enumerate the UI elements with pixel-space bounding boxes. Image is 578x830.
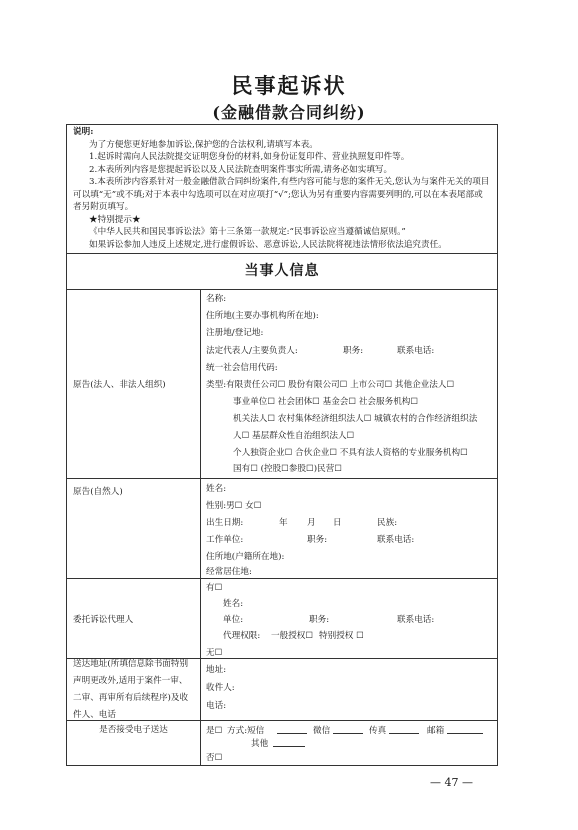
person-residence-field[interactable]: 经常居住地:: [206, 567, 252, 577]
plaintiff-natural-fields: [201, 479, 497, 578]
agent-label-text: 委托诉讼代理人: [73, 614, 134, 625]
sms-blank[interactable]: [277, 733, 307, 734]
service-address-field[interactable]: 地址:: [206, 665, 227, 675]
person-position-field[interactable]: 职务:: [307, 535, 328, 545]
instructions-intro: 为了方便您更好地参加诉讼,保护您的合法权利,请填写本表。: [89, 139, 318, 150]
agent-label: [67, 579, 201, 658]
entity-type-line-4[interactable]: 人☐ 基层群众性自治组织法人☐: [233, 431, 355, 441]
agent-authority-label: 代理权限:: [223, 631, 261, 641]
entity-type-line-5[interactable]: 个人独资企业☐ 合伙企业☐ 不具有法人资格的专业服务机构☐: [233, 448, 468, 458]
plaintiff-natural-label: [67, 479, 201, 578]
method-fax-label: 传真: [369, 726, 387, 736]
entity-type-line-3[interactable]: 机关法人☐ 农村集体经济组织法人☐ 城镇农村的合作经济组织法: [233, 414, 478, 424]
credit-code-field[interactable]: 统一社会信用代码:: [206, 363, 278, 373]
birth-year-label: 年: [279, 518, 288, 528]
service-address-row: [67, 659, 497, 721]
person-name-field[interactable]: 姓名:: [206, 484, 227, 494]
entity-name-field[interactable]: 名称:: [206, 294, 227, 304]
service-phone-field[interactable]: 电话:: [206, 701, 227, 711]
instruction-1: 1.起诉时需向人民法院提交证明您身份的材料,如身份证复印件、营业执照复印件等。: [89, 152, 410, 162]
page-number: — 47 —: [430, 776, 473, 789]
plaintiff-natural-row: [67, 479, 497, 579]
wechat-blank[interactable]: [333, 733, 363, 734]
entity-rep-field[interactable]: 法定代表人/主要负责人:: [206, 346, 298, 356]
entity-type-line-1[interactable]: 类型:有限责任公司☐ 股份有限公司☐ 上市公司☐ 其他企业法人☐: [206, 380, 455, 390]
document-subtitle: (金融借款合同纠纷): [212, 103, 366, 122]
instructions-label: 说明:: [73, 127, 94, 137]
entity-address-field[interactable]: 住所地(主要办事机构所在地):: [206, 311, 319, 321]
document-title: 民事起诉状: [231, 73, 347, 98]
agent-phone-field[interactable]: 联系电话:: [397, 615, 435, 625]
agent-general-checkbox[interactable]: 一般授权☐: [271, 631, 314, 641]
plaintiff-legal-fields: [201, 289, 497, 478]
fax-blank[interactable]: [389, 733, 419, 734]
instruction-3: 3.本表所涉内容系针对一般金融借款合同纠纷案件,有些内容可能与您的案件无关,您认为与案件无关的项目可以填“无”或不填;对于本表中勾选项可以在对应项打“√”;您认为另有重要内容需要列明的,可以在本表尾部或者另附页填写。: [73, 177, 490, 212]
other-blank[interactable]: [273, 746, 305, 747]
agent-name-field[interactable]: 姓名:: [223, 599, 244, 609]
special-notice-heading: ★特别提示★: [89, 214, 141, 225]
method-sms-label: 方式:短信: [227, 726, 265, 736]
service-address-label: [67, 659, 201, 720]
agent-yes-checkbox[interactable]: 有☐: [206, 583, 223, 593]
electronic-service-row: [67, 721, 497, 765]
person-phone-field[interactable]: 联系电话:: [377, 535, 415, 545]
complaint-form: [66, 124, 498, 766]
person-birth-field[interactable]: 出生日期:: [206, 518, 244, 528]
electronic-service-label: [67, 721, 201, 765]
plaintiff-legal-row: [67, 289, 497, 479]
method-email-label: 邮箱: [427, 726, 445, 736]
person-employer-field[interactable]: 工作单位:: [206, 535, 244, 545]
agent-fields: [201, 579, 497, 658]
special-notice-warning: 如果诉讼参加人违反上述规定,进行虚假诉讼、恶意诉讼,人民法院将视违法情形依法追究责任。: [89, 239, 447, 250]
birth-day-label: 日: [333, 518, 342, 528]
agent-row: [67, 579, 497, 659]
plaintiff-legal-label: [67, 289, 201, 478]
party-info-heading: 当事人信息: [67, 254, 497, 290]
electronic-no-checkbox[interactable]: 否☐: [206, 753, 223, 763]
agent-position-field[interactable]: 职务:: [309, 615, 330, 625]
method-wechat-label: 微信: [313, 726, 331, 736]
method-other-label: 其他: [251, 739, 269, 749]
birth-month-label: 月: [307, 518, 316, 528]
entity-type-line-6[interactable]: 国有☐ (控股☐参股☐)民营☐: [233, 464, 343, 474]
plaintiff-legal-label-text: 原告(法人、非法人组织): [73, 379, 166, 390]
instruction-2: 2.本表所列内容是您提起诉讼以及人民法院查明案件事实所需,请务必如实填写。: [89, 164, 393, 175]
entity-type-line-2[interactable]: 事业单位☐ 社会团体☐ 基金会☐ 社会服务机构☐: [233, 397, 419, 407]
agent-special-checkbox[interactable]: 特别授权 ☐: [319, 631, 364, 641]
service-recipient-field[interactable]: 收件人:: [206, 683, 235, 693]
person-domicile-field[interactable]: 住所地(户籍所在地):: [206, 552, 285, 562]
service-address-fields: [201, 659, 497, 720]
electronic-service-label-text: 是否接受电子送达: [99, 725, 168, 735]
agent-no-checkbox[interactable]: 无☐: [206, 648, 223, 658]
person-gender-field[interactable]: 性别:男☐ 女☐: [206, 501, 262, 511]
email-blank[interactable]: [447, 733, 483, 734]
entity-registered-field[interactable]: 注册地/登记地:: [206, 328, 264, 338]
plaintiff-natural-label-text: 原告(自然人): [73, 487, 123, 497]
agent-unit-field[interactable]: 单位:: [223, 615, 244, 625]
instructions-section: [67, 125, 497, 254]
electronic-service-fields: [201, 721, 497, 765]
electronic-yes-checkbox[interactable]: 是☐: [206, 726, 223, 736]
entity-rep-position-field[interactable]: 职务:: [343, 346, 364, 356]
service-address-label-text: 送达地址(所填信息除书面特别声明更改外,适用于案件一审、二审、再审所有后续程序)及收件人、电话: [73, 658, 189, 720]
special-notice-law: 《中华人民共和国民事诉讼法》第十三条第一款规定:“民事诉讼应当遵循诚信原则。”: [89, 227, 406, 237]
entity-rep-phone-field[interactable]: 联系电话:: [397, 346, 435, 356]
person-ethnicity-field[interactable]: 民族:: [377, 518, 398, 528]
